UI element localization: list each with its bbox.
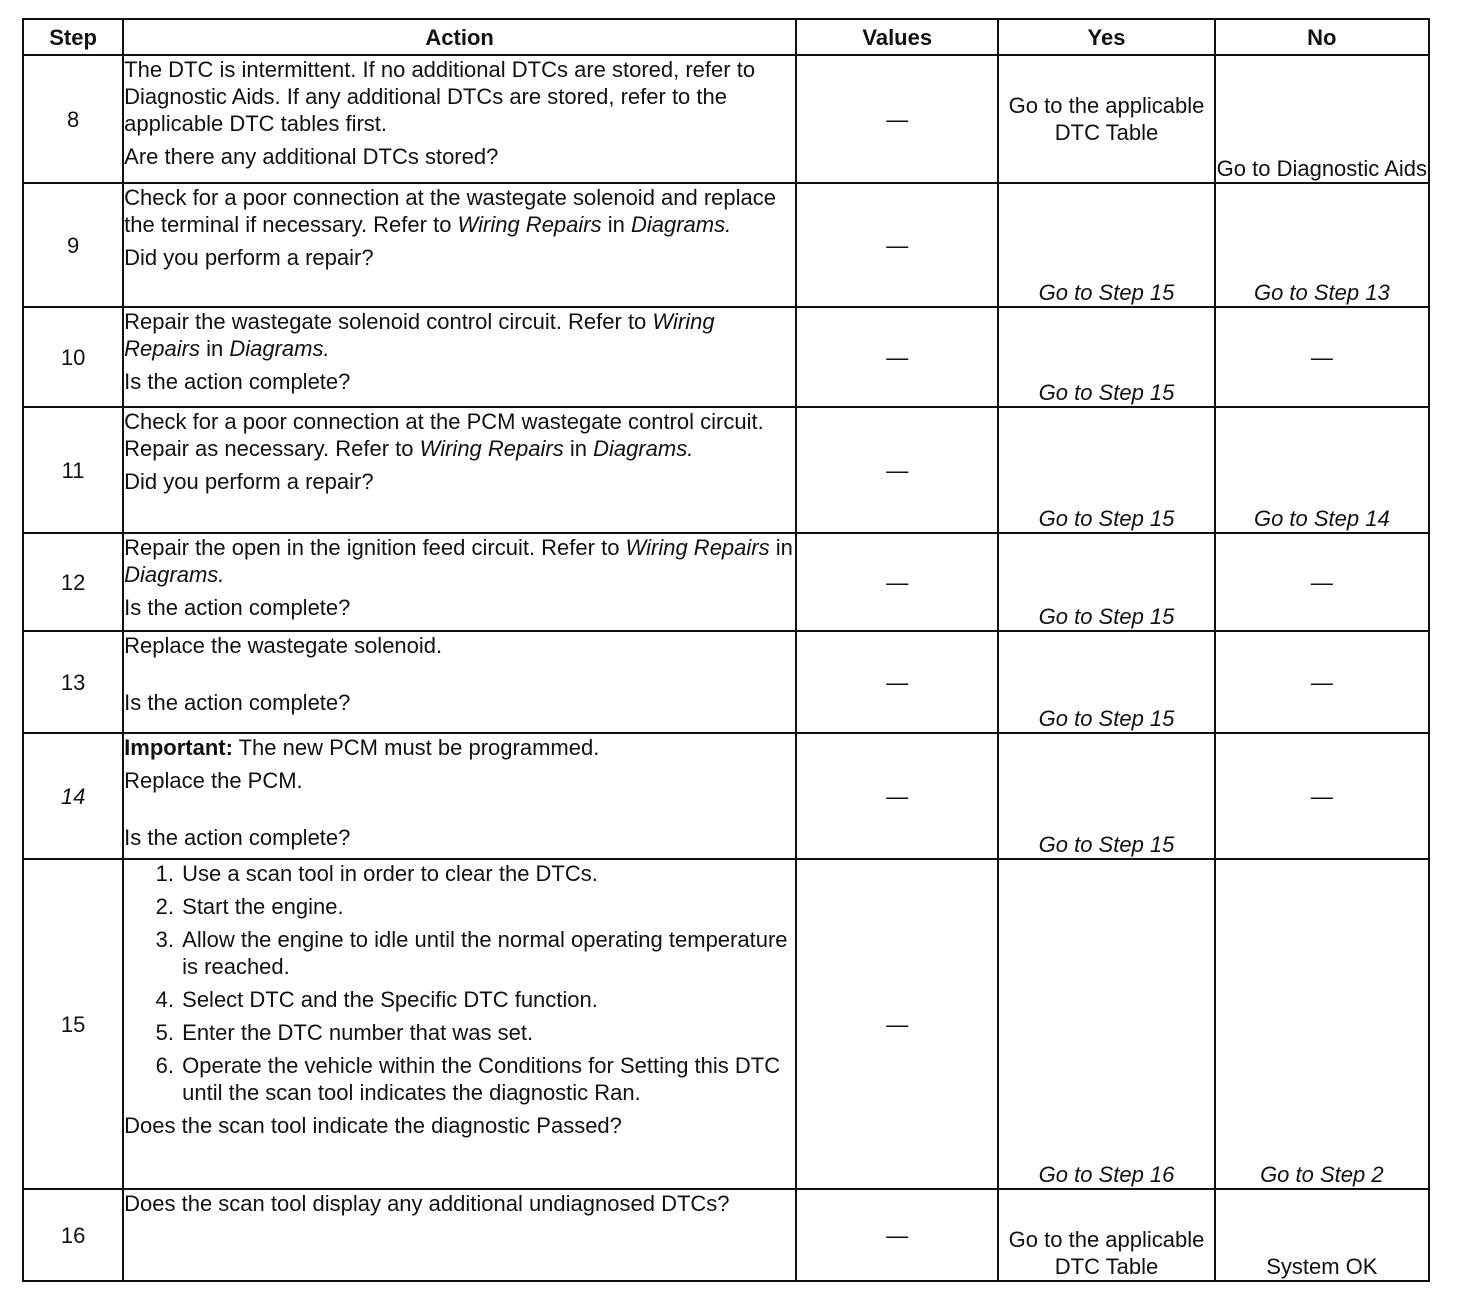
table-row <box>23 859 1429 1189</box>
action-text-part: Check for a poor connection at the wastegate solenoid and replace the terminal if necessary. Refer to <box>124 185 777 237</box>
action-text-ref: Diagrams <box>630 212 726 237</box>
yes-cell: Go to Step 15 <box>998 533 1214 631</box>
action-text-part: in <box>199 336 230 361</box>
action-cell <box>123 55 796 183</box>
table-row <box>23 55 1429 183</box>
action-text <box>124 184 795 238</box>
step-number: 10 <box>23 307 123 407</box>
list-item: 5. Enter the DTC number that was set. <box>180 1019 795 1046</box>
action-question: Does the scan tool indicate the diagnostic Passed? <box>124 1113 622 1138</box>
header-yes: Yes <box>998 19 1214 55</box>
values-cell: — <box>796 55 998 183</box>
action-text-part: Repair the open in the ignition feed circuit. Refer to <box>124 535 626 560</box>
list-item: 1. Use a scan tool in order to clear the DTCs. <box>180 860 795 887</box>
yes-cell: Go to Step 15 <box>998 307 1214 407</box>
step-number: 12 <box>23 533 123 631</box>
action-text <box>124 408 795 462</box>
action-question: Did you perform a repair? <box>124 245 374 270</box>
no-cell: — <box>1215 733 1429 859</box>
list-item: 2. Start the engine. <box>180 893 795 920</box>
action-text-ref: Wiring Repairs <box>124 309 715 361</box>
action-cell <box>123 859 796 1189</box>
no-cell: — <box>1215 533 1429 631</box>
action-cell <box>123 733 796 859</box>
action-text-part: . <box>218 562 225 587</box>
table-row <box>23 631 1429 733</box>
list-item: 3. Allow the engine to idle until the normal operating temperature is reached. <box>180 926 795 980</box>
important-label: Important: <box>124 735 233 760</box>
diagnostic-table <box>22 18 1430 1282</box>
action-text-part: in <box>563 436 594 461</box>
action-question: Are there any additional DTCs stored? <box>124 144 499 169</box>
yes-cell: Go to Step 15 <box>998 183 1214 307</box>
action-text-ref: Wiring Repairs <box>457 212 602 237</box>
header-no: No <box>1215 19 1429 55</box>
important-text: The new PCM must be programmed. <box>232 735 600 760</box>
header-values: Values <box>796 19 998 55</box>
action-text: Replace the wastegate solenoid. <box>124 633 443 658</box>
yes-cell: Go to Step 15 <box>998 631 1214 733</box>
action-question: Did you perform a repair? <box>124 469 374 494</box>
action-question: Is the action complete? <box>124 369 351 394</box>
action-cell <box>123 183 796 307</box>
no-cell: Go to Step 14 <box>1215 407 1429 533</box>
yes-cell: Go to the applicable DTC Table <box>998 1189 1214 1281</box>
action-cell <box>123 1189 796 1281</box>
step-number: 14 <box>23 733 123 859</box>
action-text-part: in <box>601 212 631 237</box>
yes-cell: Go to Step 15 <box>998 733 1214 859</box>
values-cell: — <box>796 631 998 733</box>
step-number: 8 <box>23 55 123 183</box>
no-cell: — <box>1215 631 1429 733</box>
list-item: 6. Operate the vehicle within the Conditions for Setting this DTC until the scan tool indicates the diagnostic Ran. <box>180 1052 795 1106</box>
values-cell: — <box>796 1189 998 1281</box>
action-question: Is the action complete? <box>124 825 351 850</box>
table-row <box>23 733 1429 859</box>
action-text-ref: Diagrams. <box>593 436 694 461</box>
no-cell: Go to Diagnostic Aids <box>1215 55 1429 183</box>
step-number: 15 <box>23 859 123 1189</box>
table-row <box>23 307 1429 407</box>
list-item: 4. Select DTC and the Specific DTC function. <box>180 986 795 1013</box>
yes-cell: Go to Step 16 <box>998 859 1214 1189</box>
step-number: 13 <box>23 631 123 733</box>
action-text-part: in <box>769 535 793 560</box>
values-cell: — <box>796 733 998 859</box>
values-cell: — <box>796 183 998 307</box>
action-text-ref: Wiring Repairs <box>625 535 770 560</box>
action-text-ref: Diagrams. <box>229 336 330 361</box>
values-cell: — <box>796 859 998 1189</box>
values-cell: — <box>796 533 998 631</box>
no-cell: — <box>1215 307 1429 407</box>
action-text <box>124 534 795 588</box>
action-question: Is the action complete? <box>124 690 351 715</box>
action-text: Replace the PCM. <box>124 768 303 793</box>
yes-cell: Go to the applicable DTC Table <box>998 55 1214 183</box>
procedure-list <box>124 860 795 1106</box>
header-row <box>23 19 1429 55</box>
action-text-part: Repair the wastegate solenoid control circuit. Refer to <box>124 309 653 334</box>
no-cell: Go to Step 13 <box>1215 183 1429 307</box>
action-cell <box>123 533 796 631</box>
table-row <box>23 533 1429 631</box>
action-text <box>124 308 795 362</box>
action-question: Is the action complete? <box>124 595 351 620</box>
header-step: Step <box>23 19 123 55</box>
no-cell: System OK <box>1215 1189 1429 1281</box>
action-text-ref: Wiring Repairs <box>419 436 564 461</box>
important-note <box>124 734 795 761</box>
action-text: The DTC is intermittent. If no additional DTCs are stored, refer to Diagnostic Aids. If any additional DTCs are stored, refer to the applicable DTC tables first. <box>124 57 756 136</box>
action-question: Does the scan tool display any additional undiagnosed DTCs? <box>124 1191 730 1216</box>
values-cell: — <box>796 307 998 407</box>
values-cell: — <box>796 407 998 533</box>
table-row <box>23 183 1429 307</box>
step-number: 16 <box>23 1189 123 1281</box>
action-cell <box>123 307 796 407</box>
action-text-ref: Diagrams <box>124 562 219 587</box>
no-cell: Go to Step 2 <box>1215 859 1429 1189</box>
action-cell <box>123 631 796 733</box>
action-text-part: . <box>725 212 732 237</box>
header-action: Action <box>123 19 796 55</box>
step-number: 9 <box>23 183 123 307</box>
yes-cell: Go to Step 15 <box>998 407 1214 533</box>
action-text-part: Check for a poor connection at the PCM wastegate control circuit. Repair as necessary. Refer to <box>124 409 764 461</box>
table-row <box>23 407 1429 533</box>
table-row <box>23 1189 1429 1281</box>
step-number: 11 <box>23 407 123 533</box>
action-cell <box>123 407 796 533</box>
